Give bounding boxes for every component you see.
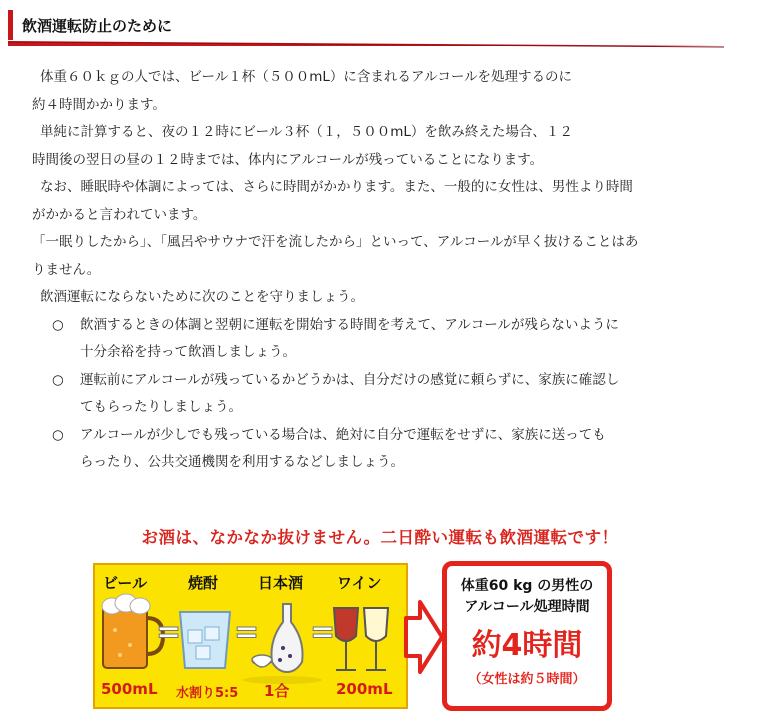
drink-amount: 水割り5:5: [176, 686, 239, 701]
result-note: （女性は約５時間）: [468, 672, 586, 687]
circle-bullet: ○: [52, 371, 64, 388]
circle-bullet: ○: [52, 316, 64, 333]
list-item-line: らったり、公共交通機関を利用するなどしましょう。: [80, 454, 404, 470]
result-time: 約4時間: [471, 628, 583, 663]
circle-bullet: ○: [52, 426, 64, 443]
list-item-line: 飲酒するときの体調と翌朝に運転を開始する時間を考えて、アルコールが残らないように: [80, 316, 619, 333]
wine-glasses-icon: [334, 608, 388, 670]
shochu-glass-icon: [180, 612, 230, 668]
paragraph-line: 飲酒運転にならないために次のことを守りましょう。: [40, 289, 364, 305]
paragraph-line: なお、睡眠時や体調によっては、さらに時間がかかります。また、一般的に女性は、男性より時間: [40, 179, 633, 195]
drink-name: ビール: [103, 574, 148, 592]
drink-amount: 200mL: [336, 680, 393, 698]
paragraph-line: 約４時間かかります。: [32, 96, 166, 113]
slogan-text: お酒は、なかなか抜けません。二日酔い運転も飲酒運転です！: [141, 528, 619, 547]
paragraph-line: がかかると言われています。: [32, 206, 207, 223]
list-item-line: アルコールが少しでも残っている場合は、絶対に自分で運転をせずに、家族に送っても: [80, 426, 606, 443]
paragraph-line: 「一眠りしたから」、「風呂やサウナで汗を流したから」といって、アルコールが早く抜けることはあ: [32, 234, 639, 250]
paragraph-line: 単純に計算すると、夜の１２時にビール３杯（１，５００mL）を飲み終えた場合、１２: [40, 124, 573, 140]
paragraph-line: りません。: [32, 261, 101, 278]
beer-mug-icon: [102, 594, 163, 668]
arrow-right-icon: [406, 602, 442, 672]
drink-amount: 500mL: [101, 680, 158, 698]
equals-sign: =: [156, 615, 182, 650]
paragraph-line: 体重６０ｋｇの人では、ビール１杯（５００mL）に含まれるアルコールを処理するのに: [40, 69, 573, 85]
page-title: 飲酒運転防止のために: [22, 17, 173, 35]
result-line-1: 体重60 kg の男性の: [460, 578, 594, 594]
equals-sign: =: [310, 615, 336, 650]
drink-name: 焼酎: [188, 574, 219, 592]
drink-name: ワイン: [337, 574, 382, 592]
drink-name: 日本酒: [258, 574, 304, 592]
list-item-line: 運転前にアルコールが残っているかどうかは、自分だけの感覚に頼らずに、家族に確認し: [80, 371, 620, 388]
list-item-line: 十分余裕を持って飲酒しましょう。: [80, 344, 296, 360]
result-line-2: アルコール処理時間: [464, 599, 590, 615]
equals-sign: =: [234, 615, 260, 650]
list-item-line: てもらったりしましょう。: [80, 399, 242, 415]
drink-amount: 1合: [264, 682, 290, 700]
paragraph-line: 時間後の翌日の昼の１２時までは、体内にアルコールが残っていることになります。: [32, 151, 544, 168]
